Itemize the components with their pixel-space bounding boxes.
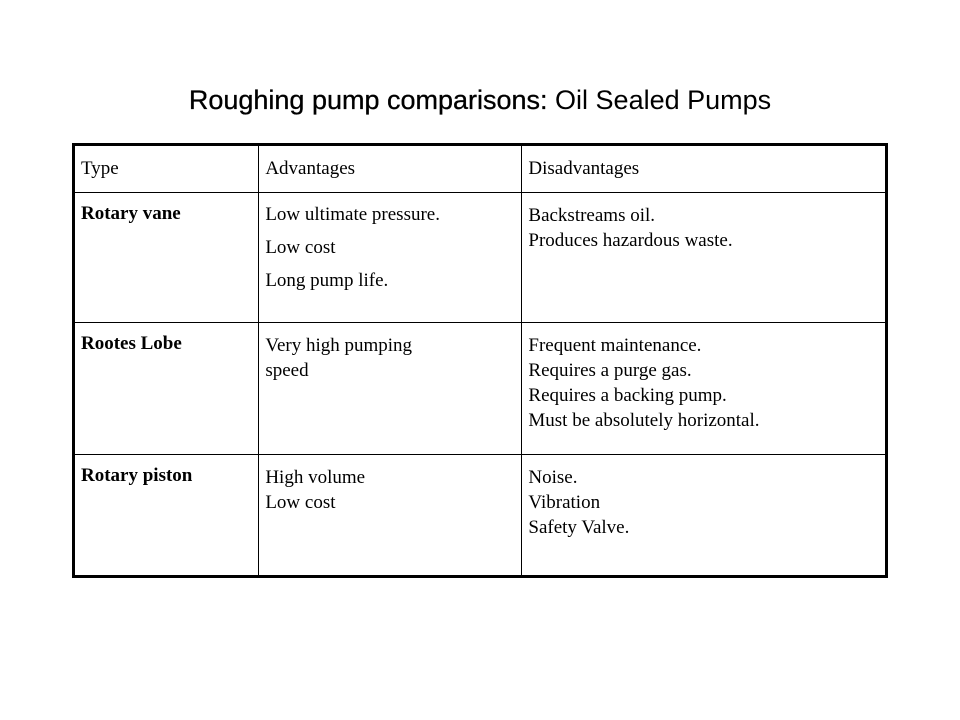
header-advantages: Advantages xyxy=(259,145,522,193)
disadvantages-cell xyxy=(522,193,887,323)
title-bold-part: Roughing pump comparisons: xyxy=(188,85,548,115)
advantages-cell xyxy=(259,193,522,323)
table-row xyxy=(74,193,887,323)
disadvantage-item: Safety Valve. xyxy=(528,517,630,538)
advantage-item: Very high pumping xyxy=(265,335,413,356)
disadvantage-item: Frequent maintenance. xyxy=(528,335,702,356)
advantage-item: Long pump life. xyxy=(265,270,389,291)
disadvantage-item: Produces hazardous waste. xyxy=(528,230,733,251)
title-normal-part: Oil Sealed Pumps xyxy=(547,85,772,115)
table-row xyxy=(74,455,887,577)
disadvantage-item: Requires a purge gas. xyxy=(528,360,692,381)
disadvantages-cell xyxy=(522,323,887,455)
advantage-item: Low cost xyxy=(265,492,336,513)
header-type: Type xyxy=(74,145,259,193)
type-cell: Rotary vane xyxy=(74,193,259,323)
advantage-item: High volume xyxy=(265,467,366,488)
type-cell: Rootes Lobe xyxy=(74,323,259,455)
disadvantage-item: Requires a backing pump. xyxy=(528,385,727,406)
disadvantage-item: Must be absolutely horizontal. xyxy=(528,410,760,431)
comparison-table xyxy=(72,143,888,578)
disadvantage-item: Noise. xyxy=(528,467,578,488)
advantages-cell xyxy=(259,455,522,577)
disadvantages-cell xyxy=(522,455,887,577)
disadvantage-item: Vibration xyxy=(528,492,601,513)
advantage-item: Low cost xyxy=(265,237,336,258)
slide-title xyxy=(0,80,960,120)
header-disadvantages: Disadvantages xyxy=(522,145,887,193)
type-cell: Rotary piston xyxy=(74,455,259,577)
advantage-item: Low ultimate pressure. xyxy=(265,204,440,225)
advantage-item: speed xyxy=(265,360,309,381)
table-header-row xyxy=(74,145,887,193)
table-row xyxy=(74,323,887,455)
disadvantage-item: Backstreams oil. xyxy=(528,205,656,226)
advantages-cell xyxy=(259,323,522,455)
